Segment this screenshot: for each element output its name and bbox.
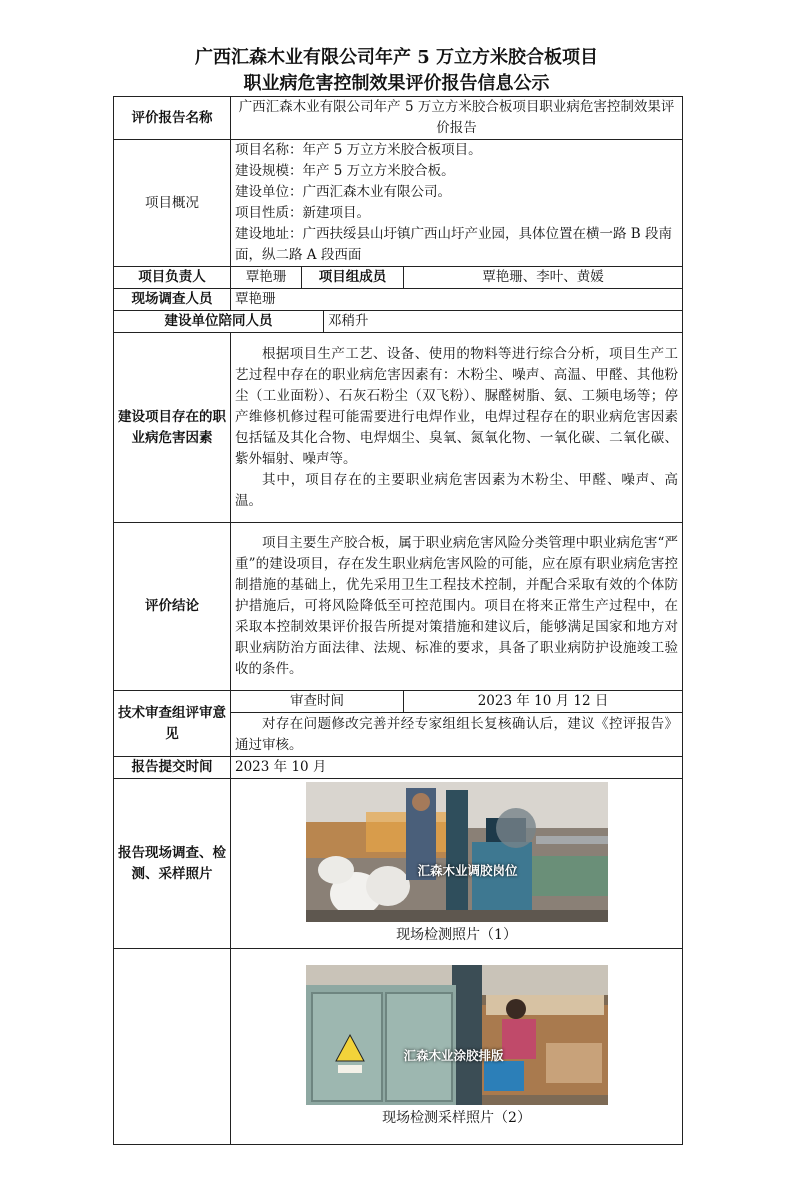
row-hazards — [114, 333, 683, 523]
leader-label: 项目负责人 — [114, 267, 231, 289]
submit-label: 报告提交时间 — [114, 757, 231, 779]
row-escort — [114, 311, 683, 333]
hazards-value — [231, 333, 683, 523]
site-photo-2 — [306, 965, 608, 1105]
photo-1-overlay-text: 汇森木业调胶岗位 — [417, 862, 518, 878]
overview-value — [231, 140, 683, 267]
review-time-label: 审查时间 — [231, 691, 404, 713]
photo-2-overlay-text: 汇森木业涂胶排版 — [403, 1047, 504, 1063]
hazards-label: 建设项目存在的职业病危害因素 — [114, 333, 231, 523]
overview-line-unit: 建设单位：广西汇森木业有限公司。 — [235, 184, 451, 200]
info-table — [113, 96, 683, 1145]
document-title-line2: 职业病危害控制效果评价报告信息公示 — [243, 73, 550, 94]
overview-line-address: 建设地址：广西扶绥县山圩镇广西山圩产业园，具体位置在横一路 B 段南面，纵二路 A 段西面 — [235, 226, 673, 263]
submit-value: 2023 年 10 月 — [231, 757, 683, 779]
row-submit — [114, 757, 683, 779]
leader-value: 覃艳珊 — [231, 267, 302, 289]
site-photo-1 — [306, 782, 608, 922]
row-photo-1 — [114, 779, 683, 949]
escort-value: 邓稍升 — [324, 311, 683, 333]
hazards-paragraph-1: 根据项目生产工艺、设备、使用的物料等进行综合分析，项目生产工艺过程中存在的职业病危害因素有：木粉尘、噪声、高温、甲醛、其他粉尘（工业面粉）、石灰石粉尘（双飞粉）、脲醛树脂、氨、工频电场等；停产维修机修过程可能需要进行电焊作业，电焊过程存在的职业病危害因素包括锰及其化合物、电焊烟尘、臭氧、氮氧化物、一氧化碳、二氧化碳、紫外辐射、噪声等。 — [235, 345, 679, 467]
survey-value: 覃艳珊 — [231, 289, 683, 311]
photo-1-cell — [231, 779, 683, 949]
photo-2-caption: 现场检测采样照片（2） — [382, 1109, 531, 1126]
overview-line-nature: 项目性质：新建项目。 — [235, 205, 370, 221]
photo-2-cell — [231, 949, 683, 1145]
report-name-label: 评价报告名称 — [114, 97, 231, 140]
row-survey — [114, 289, 683, 311]
row-photo-2 — [114, 949, 683, 1145]
row-review-time — [114, 691, 683, 713]
review-label: 技术审查组评审意见 — [114, 691, 231, 757]
conclusion-label: 评价结论 — [114, 523, 231, 691]
photo-2-label-empty — [114, 949, 231, 1145]
conclusion-value: 项目主要生产胶合板，属于职业病危害风险分类管理中职业病危害“严重”的建设项目，存在发生职业病危害风险的可能，应在原有职业病危害控制措施的基础上，优先采用卫生工程技术控制，并配合采取有效的个体防护措施后，可将风险降低至可控范围内。项目在将来正常生产过程中，在采取本控制效果评价报告所提对策措施和建议后，能够满足国家和地方对职业病防治方面法律、法规、标准的要求，具备了职业病防护设施竣工验收的条件。 — [231, 523, 683, 691]
site-photo-2-image — [306, 965, 608, 1105]
row-leader — [114, 267, 683, 289]
members-label: 项目组成员 — [302, 267, 404, 289]
overview-line-scale: 建设规模：年产 5 万立方米胶合板。 — [235, 163, 455, 179]
hazards-paragraph-2: 其中，项目存在的主要职业病危害因素为木粉尘、甲醛、噪声、高温。 — [235, 471, 679, 509]
row-conclusion — [114, 523, 683, 691]
site-photo-1-image — [306, 782, 608, 922]
document-title-line1: 广西汇森木业有限公司年产 5 万立方米胶合板项目 — [194, 47, 599, 68]
photo-1-caption: 现场检测照片（1） — [396, 926, 517, 943]
row-report-name — [114, 97, 683, 140]
review-time-value: 2023 年 10 月 12 日 — [404, 691, 683, 713]
members-value: 覃艳珊、李叶、黄媛 — [404, 267, 683, 289]
overview-label: 项目概况 — [114, 140, 231, 267]
escort-label: 建设单位陪同人员 — [114, 311, 324, 333]
photos-label: 报告现场调查、检测、采样照片 — [114, 779, 231, 949]
overview-line-name: 项目名称：年产 5 万立方米胶合板项目。 — [235, 142, 482, 158]
report-name-value: 广西汇森木业有限公司年产 5 万立方米胶合板项目职业病危害控制效果评价报告 — [231, 97, 683, 140]
review-opinion: 对存在问题修改完善并经专家组组长复核确认后，建议《控评报告》通过审核。 — [231, 713, 683, 757]
row-overview — [114, 140, 683, 267]
survey-label: 现场调查人员 — [114, 289, 231, 311]
